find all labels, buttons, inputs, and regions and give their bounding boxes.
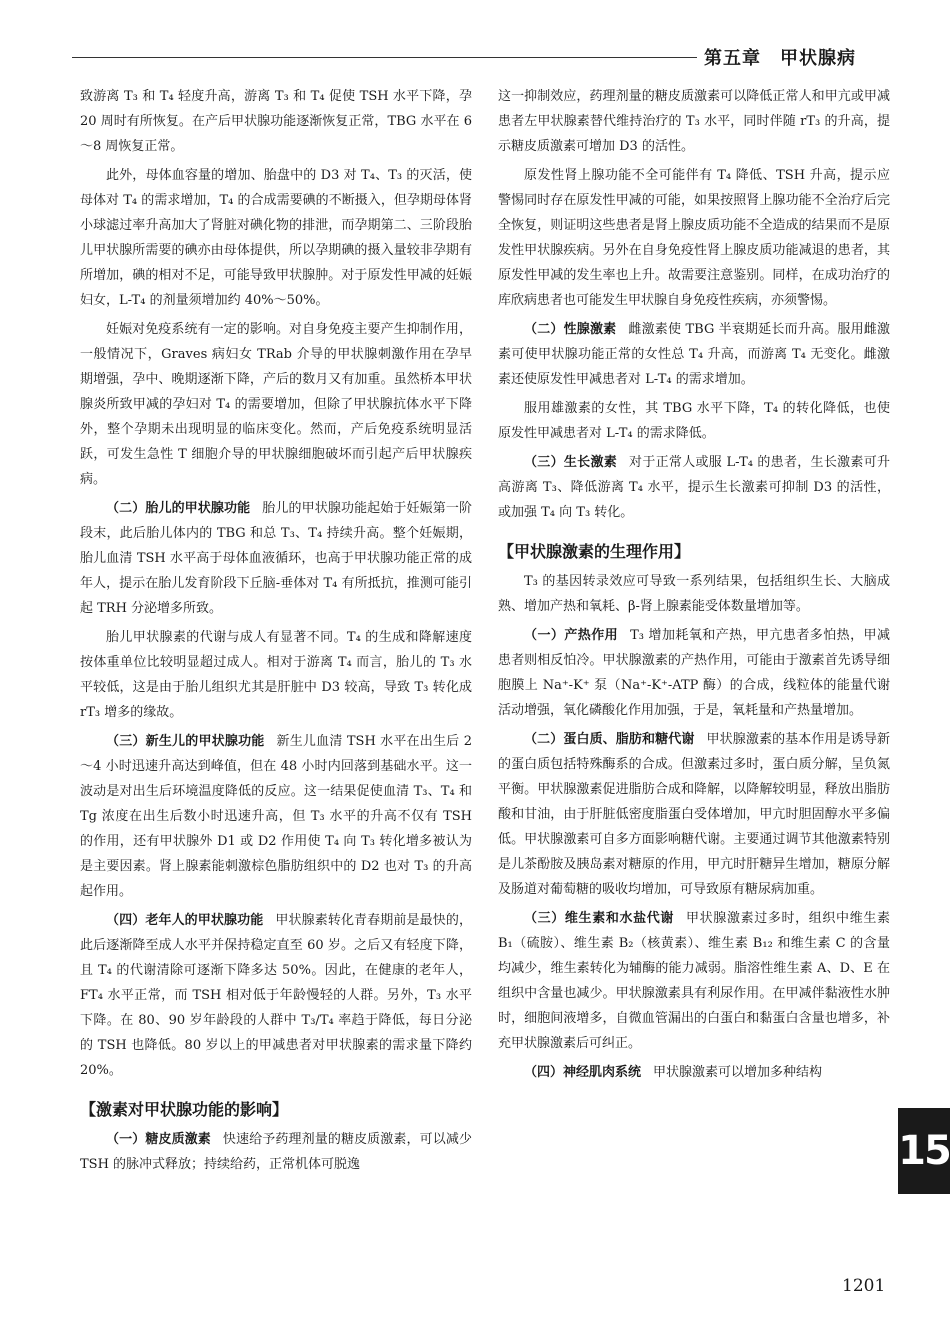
paragraph: 服用雄激素的女性，其 TBG 水平下降，T₄ 的转化降低，也使原发性甲减患者对 L-T₄ 的需求降低。: [498, 401, 890, 441]
paragraph: [498, 1060, 890, 1085]
paragraph-text: 新生儿血清 TSH 水平在出生后 2～4 小时迅速升高达到峰值，但在 48 小时内回落到基础水平。这一波动是对出生后环境温度降低的反应。这一结果促使血清 T₃、T₄ 和 Tg 浓度在出生后数小时迅速升高，但 T₃ 水平的升高不仅有 TSH 的作用，还有甲状腺外 D1 或 D2 作用使 T₄ 向 T₃ 转化增多被认为是主要因素。肾上腺素能刺激棕色脂肪组织中的 D2 也对 T₃ 的升高起作用。: [80, 734, 472, 899]
subsection-heading: （二）性腺激素: [524, 322, 617, 337]
paragraph: 妊娠对免疫系统有一定的影响。对自身免疫主要产生抑制作用，一般情况下，Graves 病妇女 TRab 介导的甲状腺刺激作用在孕早期增强，孕中、晚期逐渐下降，产后的数月又有加重。虽然桥本甲状腺炎所致甲减的孕妇对 T₄ 的需要增加，但除了甲状腺抗体水平下降外，整个孕期未出现明显的临床变化。然而，产后免疫系统明显活跃，可发生急性 T 细胞介导的甲状腺细胞破坏而引起产后甲状腺疾病。: [80, 322, 472, 487]
page-number: 1201: [842, 1276, 886, 1296]
paragraph: [498, 906, 890, 1056]
paragraph: 致游离 T₃ 和 T₄ 轻度升高，游离 T₃ 和 T₄ 促使 TSH 水平下降，孕 20 周时有所恢复。在产后甲状腺功能逐渐恢复正常，TBG 水平在 6～8 周恢复正常。: [80, 89, 472, 154]
paragraph: [80, 496, 472, 621]
paragraph: [498, 623, 890, 723]
paragraph-text: 胎儿的甲状腺功能起始于妊娠第一阶段末，此后胎儿体内的 TBG 和总 T₃、T₄ 持续升高。整个妊娠期，胎儿血清 TSH 水平高于母体血液循环，也高于甲状腺功能正常的成年人，提示在胎儿发育阶段下丘脑-垂体对 T₄ 有所抵抗，推测可能引起 TRH 分泌增多所致。: [80, 501, 472, 616]
paragraph: [498, 727, 890, 902]
left-column: [80, 84, 472, 1181]
paragraph-text: 甲状腺激素的基本作用是诱导新的蛋白质包括特殊酶系的合成。但激素过多时，蛋白质分解，呈负氮平衡。甲状腺激素促进脂肪合成和降解，以降解较明显，释放出脂肪酸和甘油，由于肝脏低密度脂蛋白受体增加，甲亢时胆固醇水平多偏低。甲状腺激素可自多方面影响糖代谢。主要通过调节其他激素特别是儿茶酚胺及胰岛素对糖原的作用，甲亢时肝糖异生增加，糖原分解及肠道对葡萄糖的吸收均增加，可导致原有糖尿病加重。: [498, 732, 890, 897]
paragraph-text: 雌激素使 TBG 半衰期延长而升高。服用雌激素可使甲状腺功能正常的女性总 T₄ 升高，而游离 T₄ 无变化。雌激素还使原发性甲减患者对 L-T₄ 的需求增加。: [498, 322, 890, 387]
subsection-heading: （一）糖皮质激素: [106, 1132, 211, 1147]
subsection-heading: （三）维生素和水盐代谢: [524, 911, 675, 926]
section-heading: 【甲状腺激素的生理作用】: [498, 542, 691, 561]
chapter-tab: 15: [898, 1108, 950, 1194]
paragraph-text: 甲状腺素转化青春期前是最快的，此后逐渐降至成人水平并保持稳定直至 60 岁。之后又有轻度下降，且 T₄ 的代谢清除可逐渐下降多达 50%。因此，在健康的老年人，FT₄ 水平正常，而 TSH 相对低于年龄慢轻的人群。另外，T₃ 水平下降。在 80、90 岁年龄段的人群中 T₃/T₄ 率趋于降低，每日分泌的 TSH 也降低。80 岁以上的甲减患者对甲状腺素的需求量下降约 20%。: [80, 913, 472, 1078]
subsection-heading: （一）产热作用: [524, 628, 619, 643]
subsection-heading: （四）神经肌肉系统: [524, 1065, 642, 1080]
paragraph: 此外，母体血容量的增加、胎盘中的 D3 对 T₄、T₃ 的灭活，使母体对 T₄ 的需求增加，T₄ 的合成需要碘的不断摄入，但孕期母体肾小球滤过率升高加大了肾脏对碘化物的排泄，而孕期第二、三阶段胎儿甲状腺所需要的碘亦由母体提供，所以孕期碘的摄入量较非孕期有所增加，碘的相对不足，可能导致甲状腺肿。对于原发性甲减的妊娠妇女，L-T₄ 的剂量须增加约 40%～50%。: [80, 168, 472, 308]
paragraph: 胎儿甲状腺素的代谢与成人有显著不同。T₄ 的生成和降解速度按体重单位比较明显超过成人。相对于游离 T₄ 而言，胎儿的 T₃ 水平较低，这是由于胎儿组织尤其是肝脏中 D3 较高，导致 T₃ 转化成 rT₃ 增多的缘故。: [80, 630, 472, 720]
paragraph: [80, 908, 472, 1083]
paragraph: 原发性肾上腺功能不全可能伴有 T₄ 降低、TSH 升高，提示应警惕同时存在原发性甲减的可能，如果按照肾上腺功能不全治疗后完全恢复，则证明这些患者是肾上腺皮质功能不全造成的结果而不是原发性甲状腺疾病。另外在自身免疫性肾上腺皮质功能减退的患者，其原发性甲减的发生率也上升。故需要注意鉴别。同样，在成功治疗的库欣病患者也可能发生甲状腺自身免疫性疾病，亦须警惕。: [498, 168, 890, 308]
subsection-heading: （四）老年人的甲状腺功能: [106, 913, 264, 928]
paragraph: [80, 729, 472, 904]
right-column: [498, 84, 890, 1089]
paragraph-text: T₃ 增加耗氧和产热，甲亢患者多怕热，甲减患者则相反怕冷。甲状腺激素的产热作用，可能由于激素首先诱导细胞膜上 Na⁺-K⁺ 泵（Na⁺-K⁺-ATP 酶）的合成，线粒体的能量代谢活动增强，氧化磷酸化作用加强，于是，氧耗量和产热量增加。: [498, 628, 890, 718]
paragraph-text: 甲状腺激素可以增加多种结构: [653, 1065, 823, 1080]
paragraph-text: 对于正常人或服 L-T₄ 的患者，生长激素可升高游离 T₃、降低游离 T₄ 水平，提示生长激素可抑制 D3 的活性，或加强 T₄ 向 T₃ 转化。: [498, 455, 890, 520]
paragraph: [498, 450, 890, 525]
paragraph: T₃ 的基因转录效应可导致一系列结果，包括组织生长、大脑成熟、增加产热和氧耗、β-肾上腺素能受体数量增加等。: [498, 574, 890, 614]
section-heading: 【激素对甲状腺功能的影响】: [80, 1100, 289, 1119]
subsection-heading: （三）新生儿的甲状腺功能: [106, 734, 265, 749]
paragraph-text: 快速给予药理剂量的糖皮质激素，可以减少 TSH 的脉冲式释放；持续给药，正常机体可脱逸: [80, 1132, 472, 1172]
chapter-title: 第五章 甲状腺病: [704, 48, 856, 69]
paragraph: [498, 317, 890, 392]
subsection-heading: （二）胎儿的甲状腺功能: [106, 501, 251, 516]
subsection-heading: （二）蛋白质、脂肪和糖代谢: [524, 732, 695, 747]
subsection-heading: （三）生长激素: [524, 455, 618, 470]
header-rule: [72, 57, 697, 58]
paragraph-text: 甲状腺激素过多时，组织中维生素 B₁（硫胺）、维生素 B₂（核黄素）、维生素 B₁₂ 和维生素 C 的含量均减少，维生素转化为辅酶的能力减弱。脂溶性维生素 A、D、E 在组织中含量也减少。甲状腺激素具有利尿作用。在甲减伴黏液性水肿时，细胞间液增多，自微血管漏出的白蛋白和黏蛋白含量也增多，补充甲状腺激素后可纠正。: [498, 911, 890, 1051]
paragraph: [80, 1127, 472, 1177]
paragraph: 这一抑制效应，药理剂量的糖皮质激素可以降低正常人和甲亢或甲减患者左甲状腺素替代维持治疗的 T₃ 水平，同时伴随 rT₃ 的升高，提示糖皮质激素可增加 D3 的活性。: [498, 89, 890, 154]
